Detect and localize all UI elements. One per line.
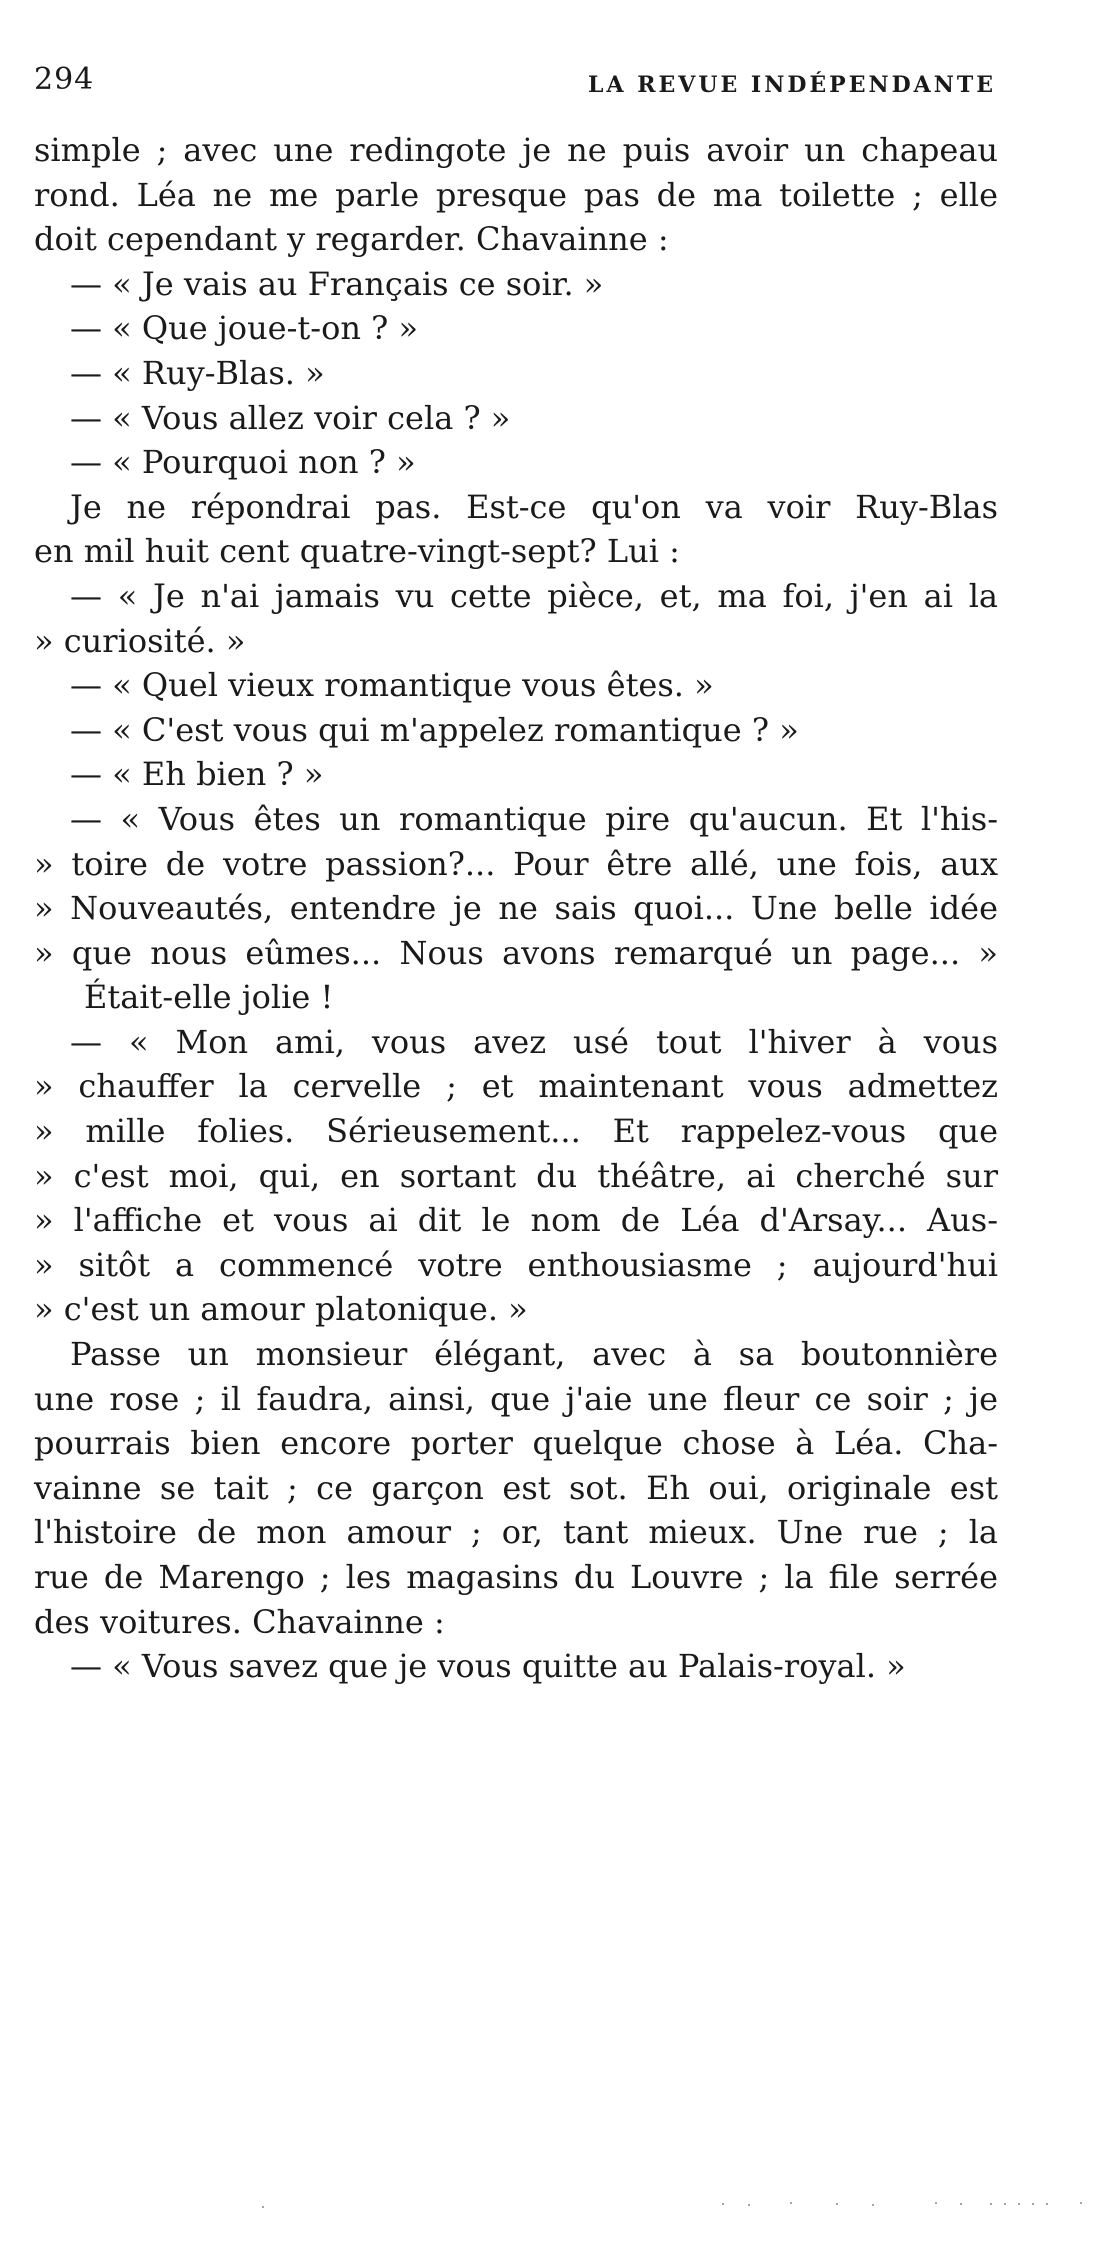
body-text <box>34 128 998 1689</box>
text-line: Était-elle jolie ! <box>84 978 334 1017</box>
dialogue-line: — « Quel vieux romantique vous êtes. » <box>70 666 714 705</box>
text-line: Je ne répondrai pas. Est-ce qu'on va voir Ruy-Blas <box>70 487 998 526</box>
text-line: Passe un monsieur élégant, avec à sa boutonnière <box>70 1335 998 1374</box>
text-line: rond. Léa ne me parle presque pas de ma toilette ; elle <box>34 175 998 214</box>
text-line: l'histoire de mon amour ; or, tant mieux. Une rue ; la <box>34 1513 998 1552</box>
dialogue-line: — « Vous êtes un romantique pire qu'aucun. Et l'his- <box>70 799 998 838</box>
dialogue-line: » l'affiche et vous ai dit le nom de Léa d'Arsay... Aus- <box>34 1201 998 1240</box>
dialogue-line: » c'est moi, qui, en sortant du théâtre, ai cherché sur <box>34 1156 998 1195</box>
dialogue-line: » c'est un amour platonique. » <box>34 1290 528 1329</box>
dialogue-line: » chauffer la cervelle ; et maintenant vous admettez <box>34 1067 998 1106</box>
text-line: doit cependant y regarder. Chavainne : <box>34 220 669 259</box>
dialogue-line: — « Mon ami, vous avez usé tout l'hiver à vous <box>70 1022 998 1061</box>
dialogue-line: » que nous eûmes... Nous avons remarqué un page... » <box>34 933 998 972</box>
dialogue-line: — « Ruy-Blas. » <box>70 353 325 392</box>
dialogue-line: — « Eh bien ? » <box>70 755 324 794</box>
dialogue-line: » curiosité. » <box>34 621 246 660</box>
dialogue-line: » mille folies. Sérieusement... Et rappelez-vous que <box>34 1112 998 1151</box>
dialogue-line: » sitôt a commencé votre enthousiasme ; aujourd'hui <box>34 1245 998 1284</box>
text-line: pourrais bien encore porter quelque chose à Léa. Cha- <box>34 1424 998 1463</box>
dialogue-line: — « Pourquoi non ? » <box>70 443 416 482</box>
dialogue-line: » Nouveautés, entendre je ne sais quoi... Une belle idée <box>34 889 998 928</box>
scan-specks <box>0 2200 1120 2220</box>
text-line: des voitures. Chavainne : <box>34 1602 445 1641</box>
running-head: LA REVUE INDÉPENDANTE <box>588 72 996 98</box>
dialogue-line: — « C'est vous qui m'appelez romantique ? » <box>70 710 799 749</box>
dialogue-line: — « Je n'ai jamais vu cette pièce, et, ma foi, j'en ai la <box>70 576 998 615</box>
page-number: 294 <box>34 62 95 97</box>
text-line: rue de Marengo ; les magasins du Louvre ; la file serrée <box>34 1558 998 1596</box>
dialogue-line: — « Que joue-t-on ? » <box>70 309 419 348</box>
dialogue-line: » toire de votre passion?... Pour être allé, une fois, aux <box>34 844 998 883</box>
text-line: vainne se tait ; ce garçon est sot. Eh oui, originale est <box>34 1468 998 1507</box>
dialogue-line: — « Vous savez que je vous quitte au Palais-royal. » <box>70 1647 906 1686</box>
text-line: une rose ; il faudra, ainsi, que j'aie une fleur ce soir ; je <box>34 1379 998 1418</box>
text-line: simple ; avec une redingote je ne puis avoir un chapeau <box>34 131 998 169</box>
text-line: en mil huit cent quatre-vingt-sept? Lui : <box>34 532 680 571</box>
dialogue-line: — « Vous allez voir cela ? » <box>70 398 511 437</box>
dialogue-line: — « Je vais au Français ce soir. » <box>70 264 604 303</box>
